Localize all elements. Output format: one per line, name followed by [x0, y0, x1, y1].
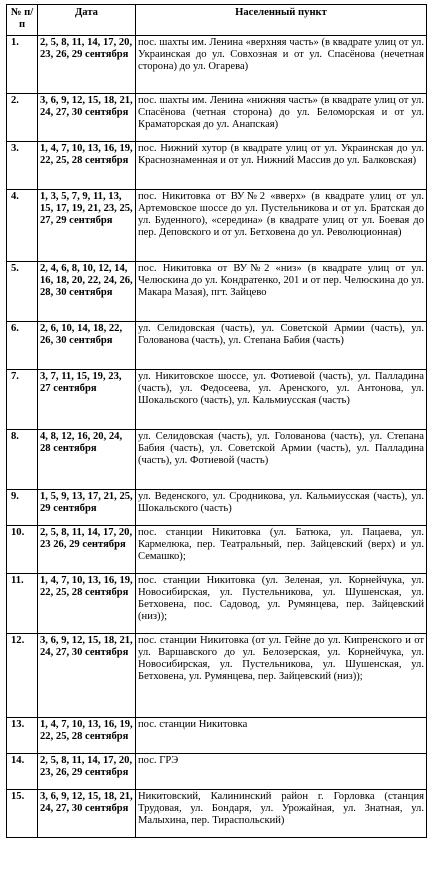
row-date: 2, 4, 6, 8, 10, 12, 14, 16, 18, 20, 22, 24, 26, 28, 30 сентября	[38, 262, 136, 322]
header-date: Дата	[38, 5, 136, 36]
row-date: 2, 5, 8, 11, 14, 17, 20, 23 26, 29 сентября	[38, 526, 136, 574]
row-number: 13.	[7, 718, 38, 754]
row-date: 3, 7, 11, 15, 19, 23, 27 сентября	[38, 370, 136, 430]
table-row	[7, 36, 427, 94]
row-place: пос. станции Никитовка (от ул. Гейне до ул. Кипренского и от ул. Варшавского до ул. Белозерская, ул. Корнейчука, ул. Новосибирская, ул. Пустельникова, ул. Шушенская, ул. Бетховена, ул. Румянцева, пер. Зайцевский (низ));	[136, 634, 427, 718]
row-date: 2, 5, 8, 11, 14, 17, 20, 23, 26, 29 сентября	[38, 754, 136, 790]
row-number: 3.	[7, 142, 38, 190]
table-row	[7, 322, 427, 370]
table-row	[7, 718, 427, 754]
table-row	[7, 574, 427, 634]
table-row	[7, 754, 427, 790]
row-date: 1, 4, 7, 10, 13, 16, 19, 22, 25, 28 сентября	[38, 574, 136, 634]
header-number: № п/п	[7, 5, 38, 36]
row-date: 1, 3, 5, 7, 9, 11, 13, 15, 17, 19, 21, 23, 25, 27, 29 сентября	[38, 190, 136, 262]
row-place: пос. Никитовка от ВУ№2 «вверх» (в квадрате улиц от ул. Артемовское шоссе до ул. Пустельникова и от ул. Братская до ул. Буденного), «середина» (в квадрате улиц от ул. Боевая до пер. Деповского и от ул. Бетховена до ул. Революционная)	[136, 190, 427, 262]
row-number: 6.	[7, 322, 38, 370]
row-place: ул. Селидовская (часть), ул. Советской Армии (часть), ул. Голованова (часть), ул. Степана Бабия (часть)	[136, 322, 427, 370]
row-date: 2, 5, 8, 11, 14, 17, 20, 23, 26, 29 сентября	[38, 36, 136, 94]
row-place: ул. Селидовская (часть), ул. Голованова (часть), ул. Степана Бабия (часть), ул. Советской Армии (часть), ул. Палладина (часть), ул. Фотиевой (часть)	[136, 430, 427, 490]
row-number: 15.	[7, 790, 38, 838]
row-place: пос. Никитовка от ВУ№2 «низ» (в квадрате улиц от ул. Челюскина до ул. Кондратенко, 201 и от пер. Челюскина до ул. Макара Мазая), пгт. Зайцево	[136, 262, 427, 322]
row-date: 1, 5, 9, 13, 17, 21, 25, 29 сентября	[38, 490, 136, 526]
row-place: пос. станции Никитовка (ул. Батюка, ул. Пацаева, ул. Кармелюка, пер. Театральный, пер. Зайцевский (верх) и ул. Семашко);	[136, 526, 427, 574]
row-date: 3, 6, 9, 12, 15, 18, 21, 24, 27, 30 сентября	[38, 790, 136, 838]
row-place: пос. шахты им. Ленина «верхняя часть» (в квадрате улиц от ул. Украинская до ул. Совхозная и от ул. Спасёнова (нечетная сторона) до ул. Огарева)	[136, 36, 427, 94]
row-place: пос. Нижний хутор (в квадрате улиц от ул. Украинская до ул. Краснознаменная и от ул. Нижний Массив до ул. Балковская)	[136, 142, 427, 190]
row-number: 14.	[7, 754, 38, 790]
row-place: ул. Никитовское шоссе, ул. Фотиевой (часть), ул. Палладина (часть), ул. Федосеева, ул. Аренского, ул. Антонова, ул. Шокальского (часть), ул. Кальмиусская (часть)	[136, 370, 427, 430]
row-date: 1, 4, 7, 10, 13, 16, 19, 22, 25, 28 сентября	[38, 718, 136, 754]
header-place: Населенный пункт	[136, 5, 427, 36]
row-number: 5.	[7, 262, 38, 322]
row-place: пос. шахты им. Ленина «нижняя часть» (в квадрате улиц от ул. Спасёнова (четная сторона) до ул. Беломорская и от ул. Краматорская до ул. Анапская)	[136, 94, 427, 142]
row-date: 4, 8, 12, 16, 20, 24, 28 сентября	[38, 430, 136, 490]
row-number: 2.	[7, 94, 38, 142]
row-place: Никитовский, Калининский район г. Горловка (станция Трудовая, ул. Бондаря, ул. Урожайная, ул. Знатная, ул. Малыхина, пер. Тираспольский)	[136, 790, 427, 838]
table-row	[7, 430, 427, 490]
table-row	[7, 634, 427, 718]
row-date: 1, 4, 7, 10, 13, 16, 19, 22, 25, 28 сентября	[38, 142, 136, 190]
row-number: 12.	[7, 634, 38, 718]
row-place: ул. Веденского, ул. Сродникова, ул. Кальмиусская (часть), ул. Шокальского (часть)	[136, 490, 427, 526]
row-place: пос. станции Никитовка	[136, 718, 427, 754]
row-number: 11.	[7, 574, 38, 634]
schedule-table	[6, 4, 427, 838]
table-row	[7, 526, 427, 574]
row-number: 9.	[7, 490, 38, 526]
row-place: пос. ГРЭ	[136, 754, 427, 790]
table-row	[7, 790, 427, 838]
table-row	[7, 190, 427, 262]
row-number: 7.	[7, 370, 38, 430]
table-row	[7, 262, 427, 322]
row-place: пос. станции Никитовка (ул. Зеленая, ул. Корнейчука, ул. Новосибирская, ул. Пустельникова, ул. Шушенская, ул. Бетховена, пос. Садовод, ул. Румянцева, пер. Зайцевский (низ));	[136, 574, 427, 634]
row-number: 4.	[7, 190, 38, 262]
table-row	[7, 94, 427, 142]
row-date: 3, 6, 9, 12, 15, 18, 21, 24, 27, 30 сентября	[38, 634, 136, 718]
table-row	[7, 490, 427, 526]
row-number: 1.	[7, 36, 38, 94]
header-row	[7, 5, 427, 36]
row-number: 10.	[7, 526, 38, 574]
row-date: 3, 6, 9, 12, 15, 18, 21, 24, 27, 30 сентября	[38, 94, 136, 142]
row-number: 8.	[7, 430, 38, 490]
table-row	[7, 142, 427, 190]
row-date: 2, 6, 10, 14, 18, 22, 26, 30 сентября	[38, 322, 136, 370]
table-row	[7, 370, 427, 430]
